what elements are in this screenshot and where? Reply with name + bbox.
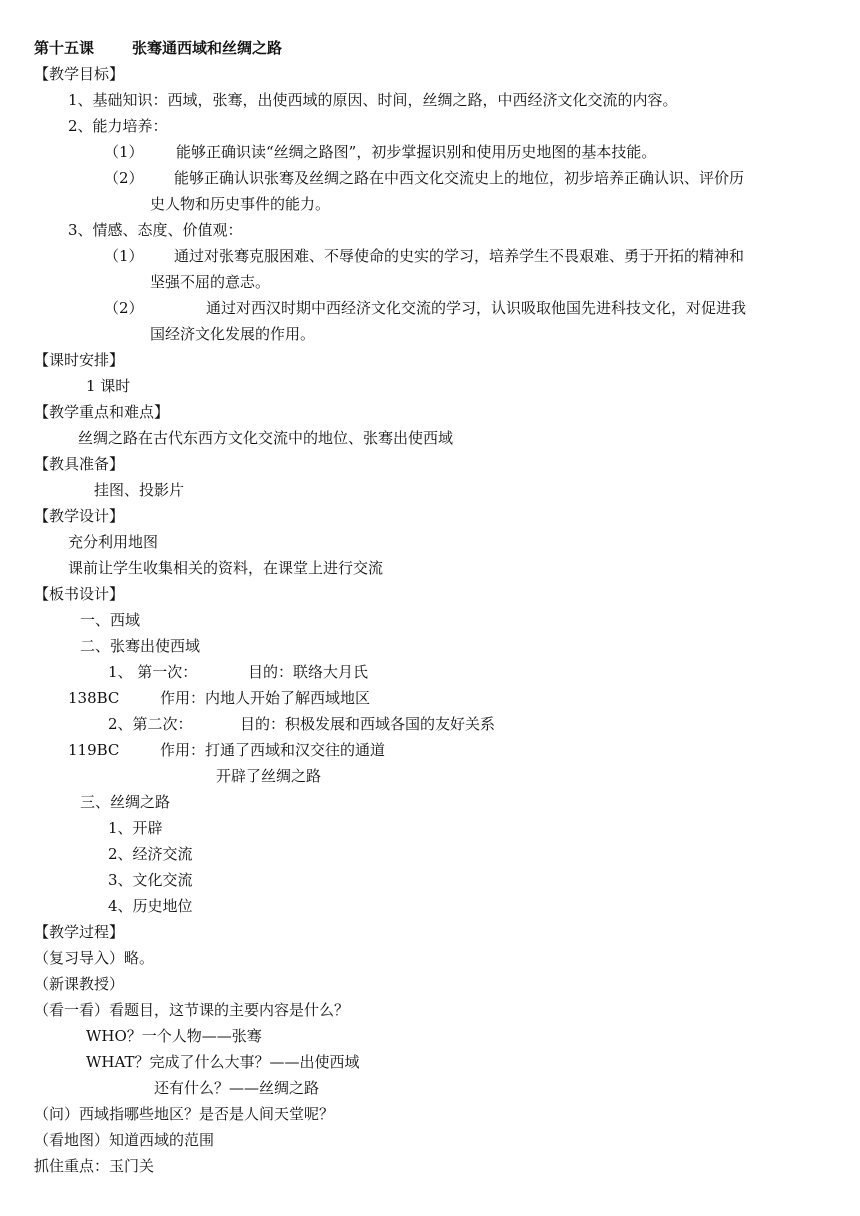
goal-knowledge: 1、基础知识：西域，张骞，出使西域的原因、时间，丝绸之路，中西经济文化交流的内容。 (68, 91, 678, 109)
process-who: WHO？一个人物——张骞 (86, 1027, 262, 1045)
tools-text: 挂图、投影片 (94, 481, 185, 499)
board-section-3-item-3: 3、文化交流 (108, 871, 193, 889)
process-look: （看一看）看题目，这节课的主要内容是什么？ (34, 1001, 350, 1019)
goal-attitude-2-line2: 国经济文化发展的作用。 (150, 325, 316, 343)
goal-ability-1-text: 能够正确识读“丝绸之路图”，初步掌握识别和使用历史地图的基本技能。 (176, 143, 657, 161)
process-new: （新课教授） (34, 975, 125, 993)
board-first-year: 138BC (68, 689, 120, 707)
keypoints-text: 丝绸之路在古代东西方文化交流中的地位、张骞出使西域 (78, 429, 454, 447)
goal-attitude-1-line1: 通过对张骞克服困难、不辱使命的史实的学习，培养学生不畏艰难、勇于开拓的精神和 (174, 247, 745, 265)
schedule-text: 1 课时 (86, 377, 131, 395)
board-section-3-item-4: 4、历史地位 (108, 897, 193, 915)
board-section-3-item-2: 2、经济交流 (108, 845, 193, 863)
goal-attitude: 3、情感、态度、价值观： (68, 221, 243, 239)
board-second-effect: 作用：打通了西域和汉交往的通道 (160, 741, 386, 759)
goal-attitude-2-line1: 通过对西汉时期中西经济文化交流的学习，认识吸取他国先进科技文化，对促进我 (206, 299, 747, 317)
process-review: （复习导入）略。 (34, 949, 155, 967)
lesson-number: 第十五课 (34, 39, 95, 57)
goal-ability-2-line2: 史人物和历史事件的能力。 (150, 195, 331, 213)
process-ask: （问）西域指哪些地区？是否是人间天堂呢？ (34, 1105, 335, 1123)
board-second-effect-2: 开辟了丝绸之路 (216, 767, 322, 785)
board-second-year: 119BC (68, 741, 120, 759)
board-section-2: 二、张骞出使西域 (80, 637, 201, 655)
board-first-effect: 作用：内地人开始了解西域地区 (160, 689, 371, 707)
schedule-heading: 【课时安排】 (34, 351, 125, 369)
design-line2: 课前让学生收集相关的资料，在课堂上进行交流 (68, 559, 384, 577)
board-first-purpose: 目的：联络大月氏 (248, 663, 369, 681)
board-second-label: 2、第二次： (108, 715, 193, 733)
process-heading: 【教学过程】 (34, 923, 125, 941)
process-more: 还有什么？——丝绸之路 (154, 1079, 320, 1097)
board-section-3: 三、丝绸之路 (80, 793, 171, 811)
goal-ability-2-num: （2） (104, 169, 144, 187)
keypoints-heading: 【教学重点和难点】 (34, 403, 170, 421)
goal-ability-1-num: （1） (104, 143, 144, 161)
goal-attitude-2-num: （2） (104, 299, 144, 317)
goal-ability-2-line1: 能够正确认识张骞及丝绸之路在中西文化交流史上的地位，初步培养正确认识、评价历 (174, 169, 745, 187)
lesson-title: 张骞通西域和丝绸之路 (132, 39, 283, 57)
goals-heading: 【教学目标】 (34, 65, 125, 83)
design-line1: 充分利用地图 (68, 533, 159, 551)
process-focus: 抓住重点：玉门关 (34, 1157, 155, 1175)
process-what: WHAT？完成了什么大事？——出使西域 (86, 1053, 360, 1071)
tools-heading: 【教具准备】 (34, 455, 125, 473)
goal-attitude-1-num: （1） (104, 247, 144, 265)
board-second-purpose: 目的：积极发展和西域各国的友好关系 (240, 715, 496, 733)
board-section-3-item-1: 1、开辟 (108, 819, 163, 837)
goal-ability: 2、能力培养： (68, 117, 168, 135)
design-heading: 【教学设计】 (34, 507, 125, 525)
board-section-1: 一、西域 (80, 611, 141, 629)
board-first-label: 1、 第一次： (108, 663, 198, 681)
process-map: （看地图）知道西域的范围 (34, 1131, 215, 1149)
goal-attitude-1-line2: 坚强不屈的意志。 (150, 273, 271, 291)
board-heading: 【板书设计】 (34, 585, 125, 603)
